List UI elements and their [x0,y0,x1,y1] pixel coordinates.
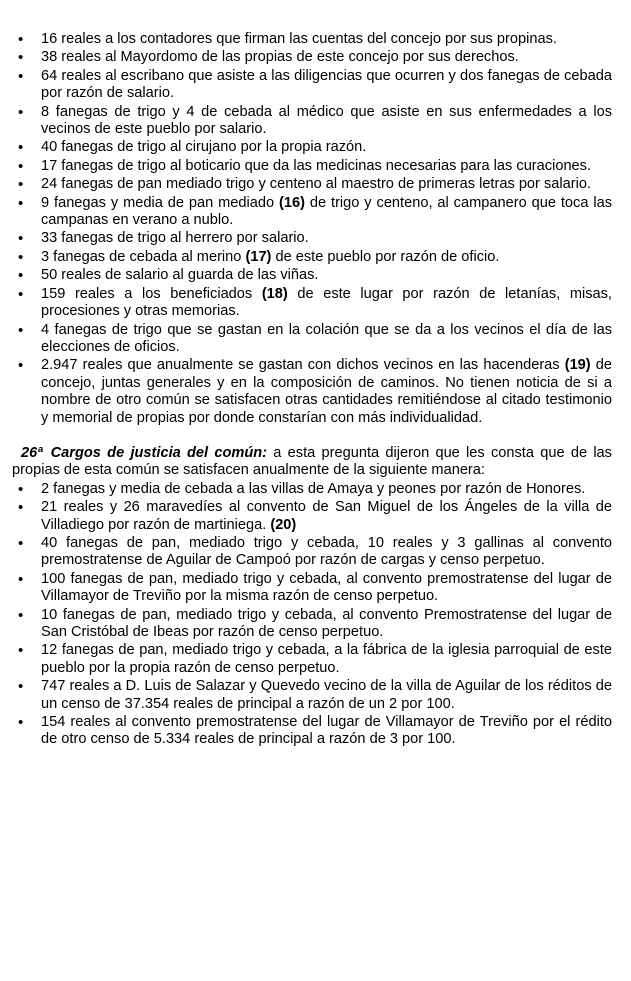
list-item [12,535,612,570]
item-text: 2 fanegas y media de cebada a las villas de Amaya y peones por razón de Honores. [41,480,586,497]
item-text: de este pueblo por razón de oficio. [271,248,500,265]
footnote-ref: (20) [270,516,297,533]
item-text: 8 fanegas de trigo y 4 de cebada al médico que asiste en sus enfermedades a los vecinos de este pueblo por salario. [41,103,612,138]
list-item [12,481,612,498]
list-item [12,267,612,284]
item-text: 16 reales a los contadores que firman las cuentas del concejo por sus propinas. [41,31,557,47]
payments-list [12,31,612,427]
footnote-ref: (19) [564,357,591,374]
item-text: 747 reales a D. Luis de Salazar y Quevedo vecino de la villa de Aguilar de los réditos de un censo de 37.354 reales de principal a razón de un 2 por 100. [41,678,612,712]
justice-charges-list [12,481,612,749]
list-item [12,195,612,230]
item-text: 64 reales al escribano que asiste a las diligencias que ocurren y dos fanegas de cebada por razón de salario. [41,67,612,102]
item-text: 40 fanegas de trigo al cirujano por la propia razón. [41,139,367,156]
document-page [12,31,612,750]
section-26-heading [12,445,612,480]
item-text: 2.947 reales que anualmente se gastan con dichos vecinos en las hacenderas [41,357,565,374]
list-item [12,68,612,103]
item-text: de trigo y centeno, al campanero que toca las campanas en verano a nublo. [41,194,612,229]
list-item [12,176,612,193]
list-item [12,139,612,156]
footnote-ref: (17) [245,248,272,265]
list-item [12,607,612,642]
item-text: 12 fanegas de pan, mediado trigo y cebada, a la fábrica de la iglesia parroquial de este pueblo por la propia razón de censo perpetuo. [41,642,612,676]
list-item [12,31,612,48]
footnote-ref: (16) [279,194,305,211]
item-text: 159 reales a los beneficiados [41,285,262,302]
list-item [12,158,612,175]
list-item [12,642,612,677]
list-item [12,249,612,266]
list-item [12,678,612,713]
item-text: 50 reales de salario al guarda de las viñas. [41,267,319,284]
list-item [12,104,612,139]
item-text: de concejo, juntas generales y en la composición de caminos. No tienen noticia de si a nombre de otro común se satisfacen otras cantidades remitiéndose al citado testimonio y memorial de propias por donde constarían con más individualidad. [41,357,612,426]
list-item [12,357,612,427]
section-26 [12,445,612,749]
list-item [12,571,612,606]
section-title: Cargos de justicia del común: [50,444,268,461]
list-item [12,286,612,321]
item-text: 154 reales al convento premostratense del lugar de Villamayor de Treviño por el rédito de otro censo de 5.334 reales de principal a razón de 3 por 100. [41,714,612,748]
item-text: 40 fanegas de pan, mediado trigo y cebada, 10 reales y 3 gallinas al convento premostratense de Aguilar de Campoó por razón de cargas y censo perpetuo. [41,534,612,569]
item-text: 100 fanegas de pan, mediado trigo y cebada, al convento premostratense del lugar de Villamayor de Treviño por la misma razón de censo perpetuo. [41,570,612,605]
list-item [12,230,612,247]
item-text: 38 reales al Mayordomo de las propias de este concejo por sus derechos. [41,49,519,66]
item-text: 9 fanegas y media de pan mediado [41,194,280,211]
section-number: 26ª [21,444,43,461]
item-text: 24 fanegas de pan mediado trigo y centeno al maestro de primeras letras por salario. [41,176,592,193]
list-item [12,499,612,534]
item-text: 4 fanegas de trigo que se gastan en la colación que se da a los vecinos el día de las elecciones de oficios. [41,321,612,355]
list-item [12,49,612,66]
item-text: de este lugar por razón de letanías, misas, procesiones y otras memorias. [41,285,612,320]
item-text: 17 fanegas de trigo al boticario que da las medicinas necesarias para las curaciones. [41,157,592,174]
footnote-ref: (18) [261,285,288,302]
list-item [12,714,612,749]
list-item [12,322,612,357]
item-text: 33 fanegas de trigo al herrero por salario. [41,230,309,247]
section-intro: a esta pregunta dijeron que les consta que de las propias de esta común se satisfacen anualmente de la siguiente manera: [12,444,612,479]
item-text: 21 reales y 26 maravedíes al convento de San Miguel de los Ángeles de la villa de Villadiego por razón de martiniega. [41,499,612,533]
item-text: 3 fanegas de cebada al merino [41,248,246,265]
item-text: 10 fanegas de pan, mediado trigo y cebada, al convento Premostratense del lugar de San Cristóbal de Ibeas por razón de censo perpetuo. [41,606,612,640]
